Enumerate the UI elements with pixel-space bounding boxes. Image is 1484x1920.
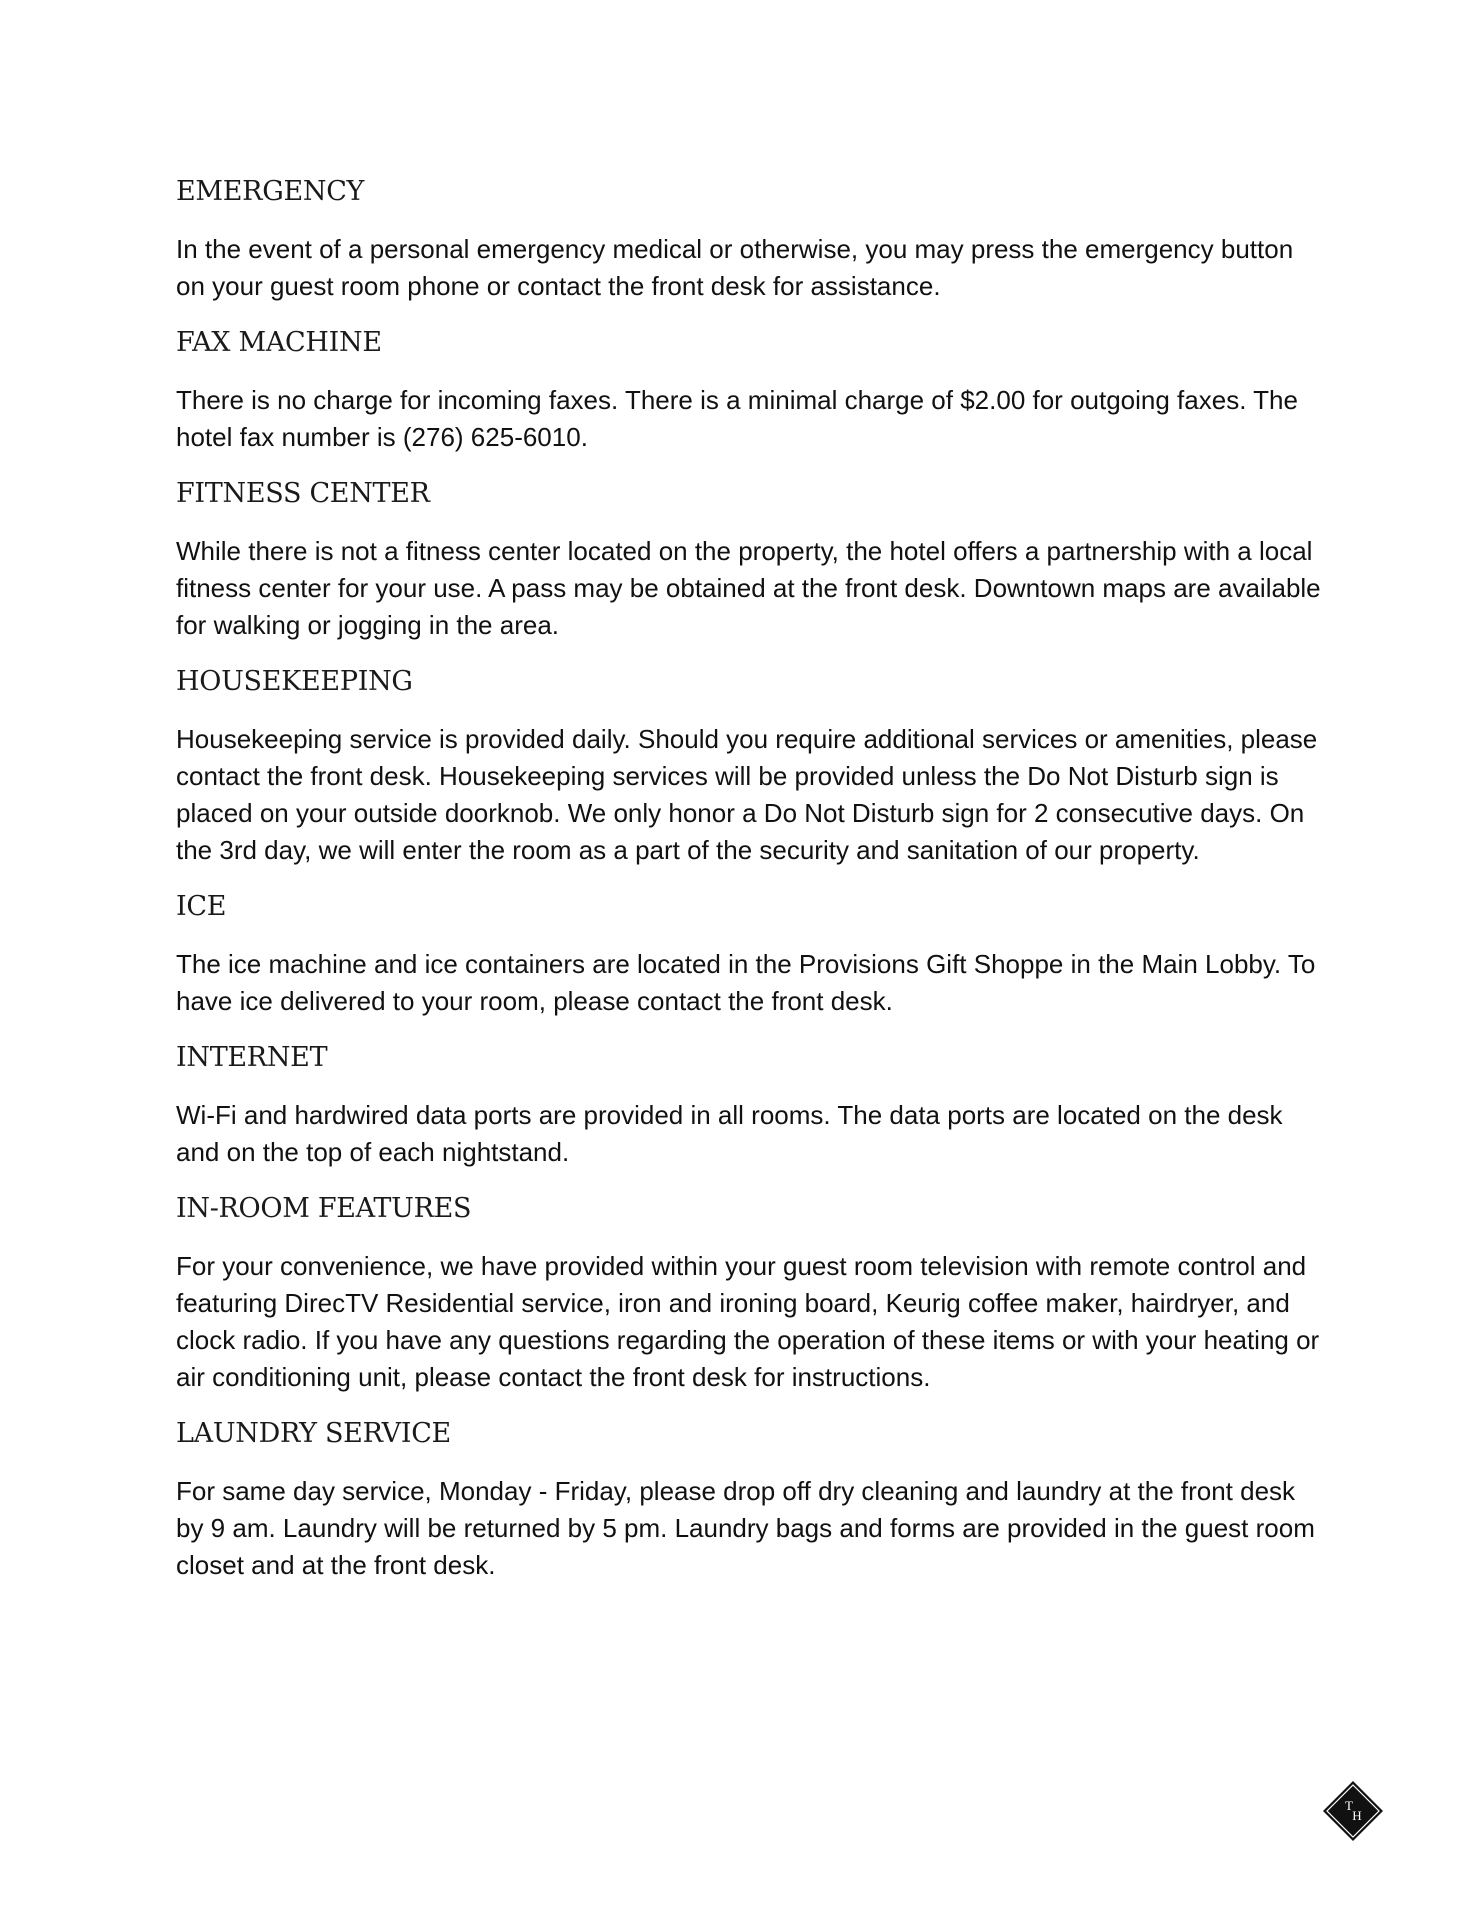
section-body: The ice machine and ice containers are located in the Provisions Gift Shoppe in the Main Lobby. To have ice delivered to your room, please contact the front desk. [176, 949, 1316, 1016]
logo-letter-bottom: H [1352, 1808, 1362, 1823]
section-body: In the event of a personal emergency medical or otherwise, you may press the emergency button on your guest room phone or contact the front desk for assistance. [176, 234, 1294, 301]
section-fax-machine [176, 323, 1326, 456]
section-body: Wi-Fi and hardwired data ports are provided in all rooms. The data ports are located on the desk and on the top of each nightstand. [176, 1100, 1283, 1167]
section-body: There is no charge for incoming faxes. There is a minimal charge of $2.00 for outgoing faxes. The hotel fax number is (276) 625-6010. [176, 385, 1298, 452]
section-heading: ICE [176, 891, 227, 922]
section-body: For your convenience, we have provided within your guest room television with remote control and featuring DirecTV Residential service, iron and ironing board, Keurig coffee maker, hairdryer, and clock radio. If you have any questions regarding the operation of these items or with your heating or air conditioning unit, please contact the front desk for instructions. [176, 1251, 1320, 1392]
logo-letter-top: T [1345, 1798, 1353, 1813]
document-content [176, 172, 1326, 1602]
section-heading: EMERGENCY [176, 176, 365, 207]
section-heading: LAUNDRY SERVICE [176, 1418, 451, 1449]
section-heading: INTERNET [176, 1042, 328, 1073]
section-ice [176, 887, 1326, 1020]
section-body: Housekeeping service is provided daily. Should you require additional services or amenities, please contact the front desk. Housekeeping services will be provided unless the Do Not Disturb sign is placed on your outside doorknob. We only honor a Do Not Disturb sign for 2 consecutive days. On the 3rd day, we will enter the room as a part of the security and sanitation of our property. [176, 724, 1318, 865]
section-heading: FAX MACHINE [176, 327, 382, 358]
section-housekeeping [176, 662, 1326, 869]
section-fitness-center [176, 474, 1326, 644]
section-internet [176, 1038, 1326, 1171]
section-heading: IN-ROOM FEATURES [176, 1193, 472, 1224]
diamond-monogram-logo-icon [1322, 1780, 1384, 1842]
section-body: While there is not a fitness center located on the property, the hotel offers a partnership with a local fitness center for your use. A pass may be obtained at the front desk. Downtown maps are available for walking or jogging in the area. [176, 536, 1321, 640]
section-heading: FITNESS CENTER [176, 478, 430, 509]
section-heading: HOUSEKEEPING [176, 666, 413, 697]
section-in-room-features [176, 1189, 1326, 1396]
section-emergency [176, 172, 1326, 305]
section-body: For same day service, Monday - Friday, please drop off dry cleaning and laundry at the front desk by 9 am. Laundry will be returned by 5 pm. Laundry bags and forms are provided in the guest room closet and at the front desk. [176, 1476, 1315, 1580]
section-laundry-service [176, 1414, 1326, 1584]
